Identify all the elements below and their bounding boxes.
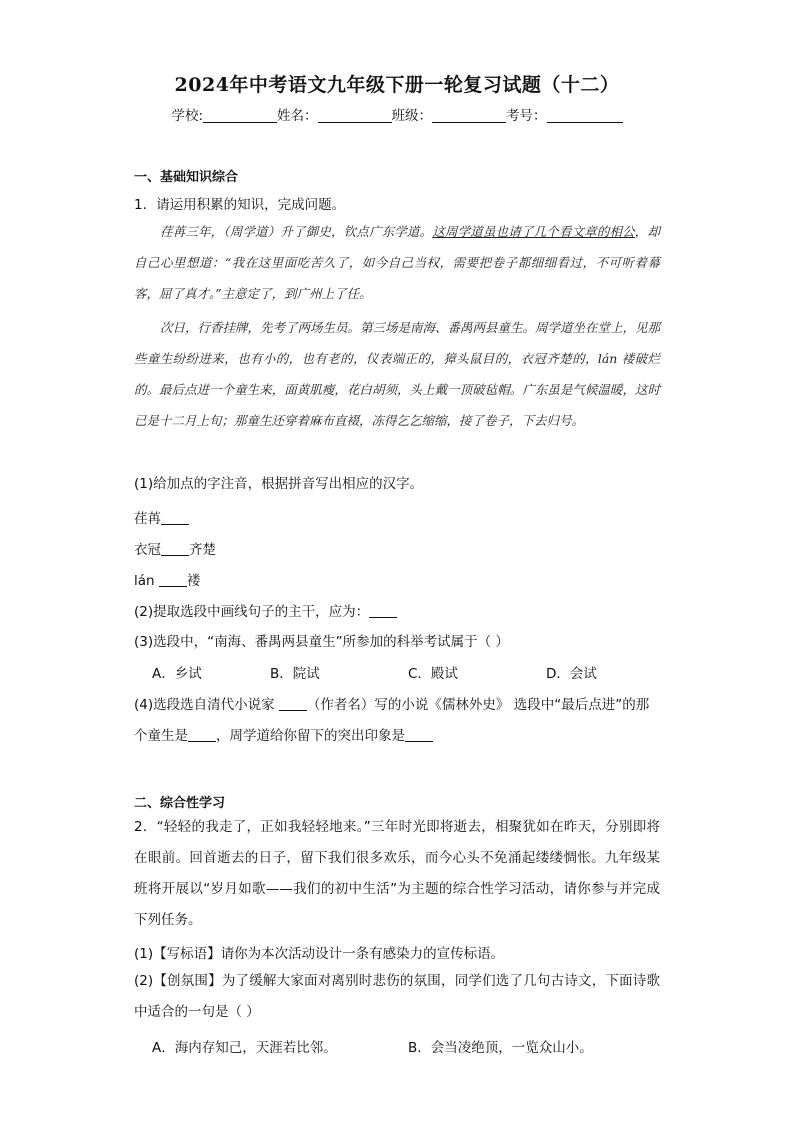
answer-blank[interactable]	[369, 604, 397, 618]
q1-sub4-line-1	[134, 693, 649, 713]
item-text: 衣冠	[134, 542, 161, 558]
page-title: 2024年中考语文九年级下册一轮复习试题（十二）	[174, 74, 620, 96]
question-1-stem: 1．请运用积累的知识，完成问题。	[134, 197, 346, 213]
school-blank[interactable]	[203, 108, 277, 123]
option-b[interactable]: B．院试	[270, 666, 320, 682]
exam-no-blank[interactable]	[547, 108, 623, 123]
class-label: 班级：	[391, 108, 433, 124]
answer-blank[interactable]	[159, 573, 187, 587]
q1-sub1-item-a	[134, 507, 189, 527]
passage-paragraph-2: 次日，行香挂牌，先考了两场生员。第三场是南海、番禺两县童生。周学道坐在堂上，见那些童生纷纷进来，也有小的，也有老的，仪表端正的，獐头鼠目的，衣冠齐楚的，lán 褛破烂的。最后点进一个童生来，面黄肌瘦，花白胡须，头上戴一顶破毡帽。广东虽是气候温暖，这时已是十二月上旬；那童生还穿着麻布直裰，冻得乞乞缩缩，接了卷子，下去归号。	[134, 320, 661, 428]
q1-sub3: (3)选段中，“南海、番禺两县童生”所参加的科举考试属于（ ）	[134, 634, 509, 650]
underlined-sentence: 这周学道虽也请了几个看文章的相公	[432, 224, 635, 239]
answer-blank[interactable]	[405, 728, 433, 742]
q2-sub2: (2)【创氛围】为了缓解大家面对离别时悲伤的氛围，同学们选了几句古诗文，下面诗歌中适合的一句是（ ）	[134, 973, 660, 1020]
passage-text: 荏苒三年，（周学道）升了御史，钦点广东学道。	[160, 224, 433, 239]
answer-blank[interactable]	[279, 697, 307, 711]
item-text: 荏苒	[134, 511, 161, 527]
option-a[interactable]: A．海内存知己，天涯若比邻。	[152, 1040, 337, 1056]
option-b[interactable]: B．会当凌绝顶，一览众山小。	[408, 1040, 593, 1056]
item-text: 齐楚	[189, 542, 216, 558]
item-text: lán	[134, 573, 159, 589]
answer-blank[interactable]	[188, 728, 216, 742]
q1-sub1: (1)给加点的字注音，根据拼音写出相应的汉字。	[134, 476, 424, 492]
answer-blank[interactable]	[161, 511, 189, 525]
q1-sub1-item-b	[134, 538, 216, 558]
passage-text: ，却自己心里想道：“我在这里面吃苦久了，如今自己当权，需要把卷子都细细看过，不可听着幕客，屈了真才。”主意定了，到广州上了任。	[134, 224, 660, 301]
option-c[interactable]: C．殿试	[408, 666, 458, 682]
answer-blank[interactable]	[161, 542, 189, 556]
item-text: （作者名）写的小说《儒林外史》 选段中“最后点进”的那	[306, 697, 650, 713]
school-label: 学校:	[171, 108, 204, 124]
student-info-line	[0, 104, 794, 124]
name-label: 姓名：	[277, 108, 318, 124]
option-d[interactable]: D．会试	[546, 666, 597, 682]
item-text: (2)提取选段中画线句子的主干，应为：	[134, 604, 370, 620]
item-text: 个童生是	[134, 728, 188, 744]
q1-sub3-options	[152, 662, 626, 682]
q1-sub4-line-2	[134, 724, 433, 744]
exam-no-label: 考号：	[506, 108, 547, 124]
q2-sub1: (1)【写标语】请你为本次活动设计一条有感染力的宣传标语。	[134, 946, 505, 962]
option-a[interactable]: A．乡试	[152, 666, 202, 682]
q1-sub1-item-c	[134, 569, 200, 589]
section-2-heading: 二、综合性学习	[134, 796, 226, 811]
q1-sub2	[134, 600, 397, 620]
q2-sub2-options	[152, 1036, 608, 1056]
item-text: 褛	[186, 573, 201, 589]
item-text: ，周学道给你留下的突出印象是	[216, 728, 405, 744]
class-blank[interactable]	[432, 108, 506, 123]
name-blank[interactable]	[318, 108, 392, 123]
question-2-stem: 2．“轻轻的我走了，正如我轻轻地来。”三年时光即将逝去，相聚犹如在昨天，分别即将在眼前。回首逝去的日子，留下我们很多欢乐，而今心头不免涌起缕缕惆怅。九年级某班将开展以“岁月如歌——我们的初中生活”为主题的综合性学习活动，请你参与并完成下列任务。	[134, 819, 660, 928]
item-text: (4)选段选自清代小说家	[134, 697, 279, 713]
passage-paragraph-1	[134, 216, 660, 309]
section-1-heading: 一、基础知识综合	[134, 170, 239, 185]
